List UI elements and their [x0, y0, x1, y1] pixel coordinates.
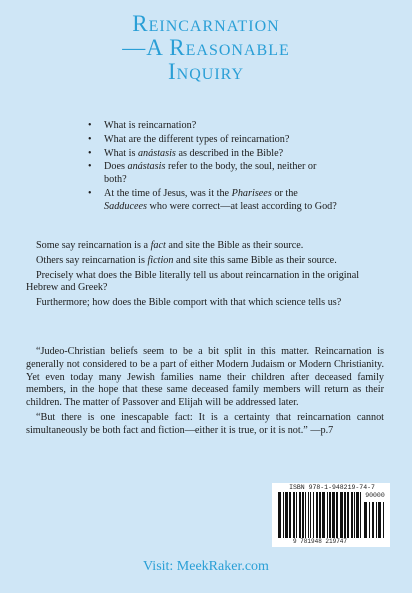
intro-paragraph — [26, 255, 382, 268]
intro-paragraph-text: Some say reincarnation is a — [36, 240, 151, 251]
intro-paragraph-text: and site the Bible as their source. — [165, 240, 304, 251]
question-item-text: Pharisees — [231, 187, 272, 199]
question-item-text: refer to the body, the soul, neither or both? — [104, 161, 317, 186]
question-item — [88, 148, 338, 161]
barcode-bar — [336, 492, 338, 538]
isbn-barcode — [272, 483, 390, 547]
question-item-text: or the — [271, 187, 298, 199]
intro-paragraph — [26, 270, 382, 296]
intro-paragraph-text: and site this same Bible as their source. — [173, 254, 337, 266]
title-line-1: Reincarnation — [132, 11, 280, 36]
question-item-text: At the time of Jesus, was it the — [104, 187, 232, 199]
intro-paragraph — [26, 240, 382, 253]
barcode-bar — [344, 492, 346, 538]
title-line-3: Inquiry — [168, 59, 244, 84]
intro-paragraph-text: Furthermore; how does the Bible comport with that which science tells us? — [36, 297, 342, 309]
barcode-bar — [383, 502, 384, 538]
barcode-bar — [369, 502, 370, 538]
question-item-text: What are the different types of reincarnation? — [104, 133, 290, 145]
intro-paragraphs — [26, 240, 382, 312]
barcode-bar — [296, 492, 297, 538]
barcode-bar — [278, 492, 281, 538]
question-item — [88, 120, 338, 133]
barcode-bars — [278, 492, 362, 538]
barcode-bar — [319, 492, 321, 538]
intro-paragraph-text: Others say reincarnation is — [36, 254, 148, 266]
barcode-bar — [360, 492, 361, 538]
barcode-bar — [285, 492, 288, 538]
question-item-text: anástasis — [127, 161, 166, 173]
question-item-text: who were correct—at least according to God? — [147, 200, 337, 212]
intro-paragraph-text: fiction — [147, 254, 174, 266]
question-item-text: What is — [104, 147, 138, 159]
barcode-bar — [283, 492, 284, 538]
barcode-bar — [322, 492, 325, 538]
question-item — [88, 134, 338, 147]
barcode-bar — [293, 492, 295, 538]
price-code: 90000 — [365, 492, 385, 499]
barcode-addon-bars — [364, 502, 386, 538]
question-list — [88, 120, 338, 215]
barcode-bar — [340, 492, 343, 538]
barcode-bar — [310, 492, 311, 538]
intro-paragraph-text: Precisely what does the Bible literally tell us about reincarnation in the original Hebrew and Greek? — [26, 269, 360, 294]
intro-paragraph-text: fact — [150, 240, 166, 251]
barcode-bar — [376, 502, 377, 538]
barcode-bar — [305, 492, 306, 538]
barcode-bar — [351, 492, 353, 538]
barcode-bar — [332, 492, 335, 538]
question-item-text: anástasis — [137, 147, 176, 159]
excerpt-quote — [26, 346, 384, 440]
question-item-text: as described in the Bible? — [175, 147, 284, 159]
barcode-bar — [356, 492, 359, 538]
isbn-label: ISBN 978-1-948219-74-7 — [289, 484, 375, 491]
question-item-text: Sadducees — [104, 200, 147, 212]
title-line-2: —A Reasonable — [122, 35, 290, 60]
barcode-bar — [378, 502, 381, 538]
quote-paragraph-2: “But there is one inescapable fact: It is a certainty that reincarnation cannot simultaneously be both fact and fiction—either it is true, or it is not.” —p.7 — [26, 411, 384, 436]
barcode-bar — [372, 502, 374, 538]
question-item-text: Does — [104, 161, 128, 173]
barcode-bar — [364, 502, 367, 538]
barcode-bar — [327, 492, 328, 538]
question-item-text: What is reincarnation? — [104, 120, 197, 131]
website-link[interactable]: Visit: MeekRaker.com — [143, 559, 269, 574]
barcode-bar — [302, 492, 304, 538]
barcode-digits: 9 781948 219747 — [292, 538, 347, 545]
quote-paragraph-1: “Judeo-Christian beliefs seem to be a bit split in this matter. Reincarnation is generally not considered to be a part of either Modern Judaism or Modern Christianity. Yet even today many Jewish families name their children after deceased family members, in the hope that these same deceased family members will return as their children. The matter of Passover and Elijah will be addressed later. — [26, 346, 384, 409]
barcode-bar — [354, 492, 355, 538]
barcode-bar — [299, 492, 301, 538]
barcode-bar — [347, 492, 349, 538]
barcode-bar — [316, 492, 318, 538]
book-title — [0, 12, 412, 84]
barcode-bar — [313, 492, 314, 538]
barcode-bar — [308, 492, 309, 538]
barcode-bar — [329, 492, 331, 538]
barcode-bar — [289, 492, 291, 538]
intro-paragraph — [26, 297, 382, 310]
question-item — [88, 188, 338, 214]
question-item — [88, 161, 338, 187]
